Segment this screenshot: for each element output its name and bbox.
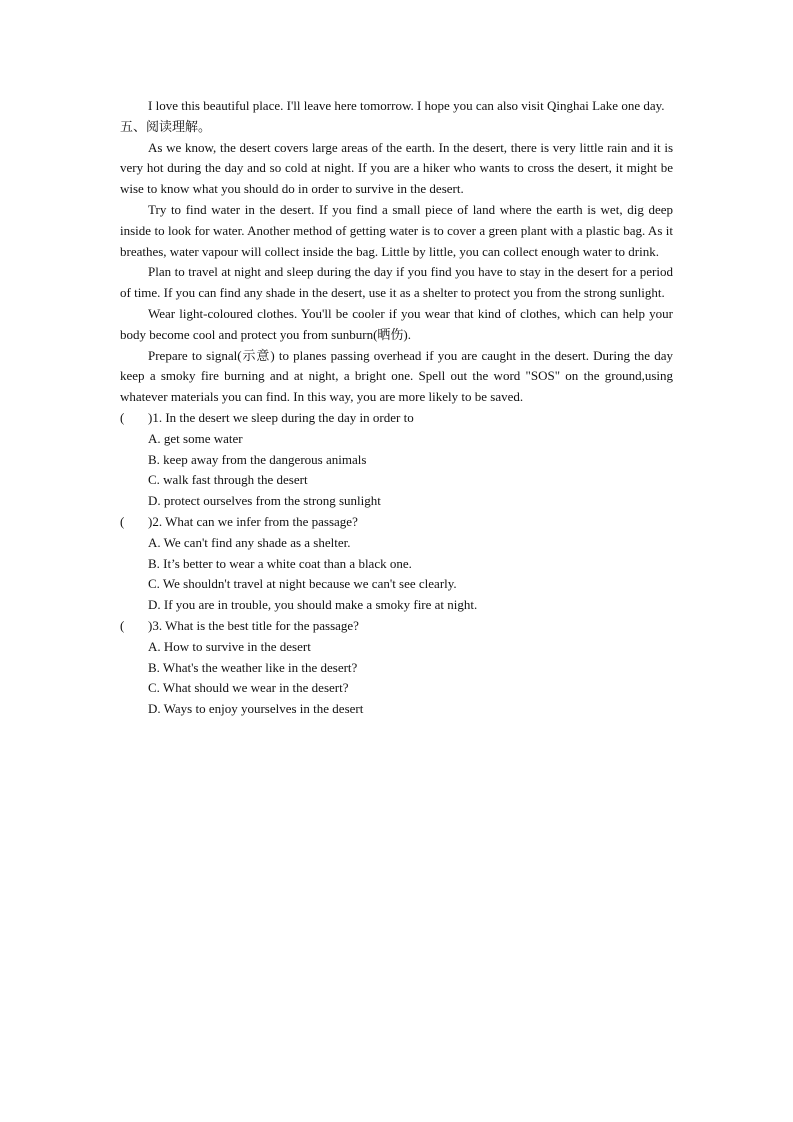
section-title: 五、阅读理解。 [120,118,212,134]
option-a: A. How to survive in the desert [148,638,311,654]
question-stem: )2. What can we infer from the passage? [148,513,358,529]
answer-blank[interactable]: ( [120,513,125,529]
option-c: C. We shouldn't travel at night because we can't see clearly. [148,576,457,592]
option-b: B. keep away from the dangerous animals [148,451,367,467]
passage-paragraph-1: As we know, the desert covers large areas of the earth. In the desert, there is very little rain and it is very hot during the day and so cold at night. If you are a hiker who wants to cross the desert, it might be wise to know what you should do in order to survive in the desert. [120,139,673,197]
document-page [120,96,673,720]
question-2 [120,512,673,616]
passage-paragraph-3: Plan to travel at night and sleep during the day if you find you have to stay in the desert for a period of time. If you can find any shade in the desert, use it as a shelter to protect you from the strong sunlight. [120,264,673,301]
option-c: C. What should we wear in the desert? [148,680,349,696]
option-a: A. get some water [148,430,243,446]
answer-blank[interactable]: ( [120,409,125,425]
option-d: D. Ways to enjoy yourselves in the desert [148,701,364,717]
option-b: B. It’s better to wear a white coat than a black one. [148,555,412,571]
intro-paragraph: I love this beautiful place. I'll leave here tomorrow. I hope you can also visit Qinghai Lake one day. [148,98,665,113]
option-b: B. What's the weather like in the desert? [148,659,358,675]
passage-paragraph-4: Wear light-coloured clothes. You'll be cooler if you wear that kind of clothes, which can help your body become cool and protect you from sunburn(晒伤). [120,305,673,342]
passage-paragraph-2: Try to find water in the desert. If you find a small piece of land where the earth is wet, dig deep inside to look for water. Another method of getting water is to cover a green plant with a plastic bag. As it breathes, water vapour will collect inside the bag. Little by little, you can collect enough water to drink. [120,201,673,259]
option-a: A. We can't find any shade as a shelter. [148,534,351,550]
question-stem: )1. In the desert we sleep during the day in order to [148,409,414,425]
answer-blank[interactable]: ( [120,617,125,633]
option-d: D. protect ourselves from the strong sunlight [148,493,381,509]
question-3 [120,616,673,720]
passage-paragraph-5: Prepare to signal(示意) to planes passing overhead if you are caught in the desert. During the day keep a smoky fire burning and at night, a bright one. Spell out the word "SOS" on the ground,using whatever materials you can find. In this way, you are more likely to be saved. [120,347,673,405]
question-stem: )3. What is the best title for the passage? [148,617,359,633]
option-d: D. If you are in trouble, you should make a smoky fire at night. [148,597,478,613]
question-1 [120,408,673,512]
option-c: C. walk fast through the desert [148,472,308,488]
